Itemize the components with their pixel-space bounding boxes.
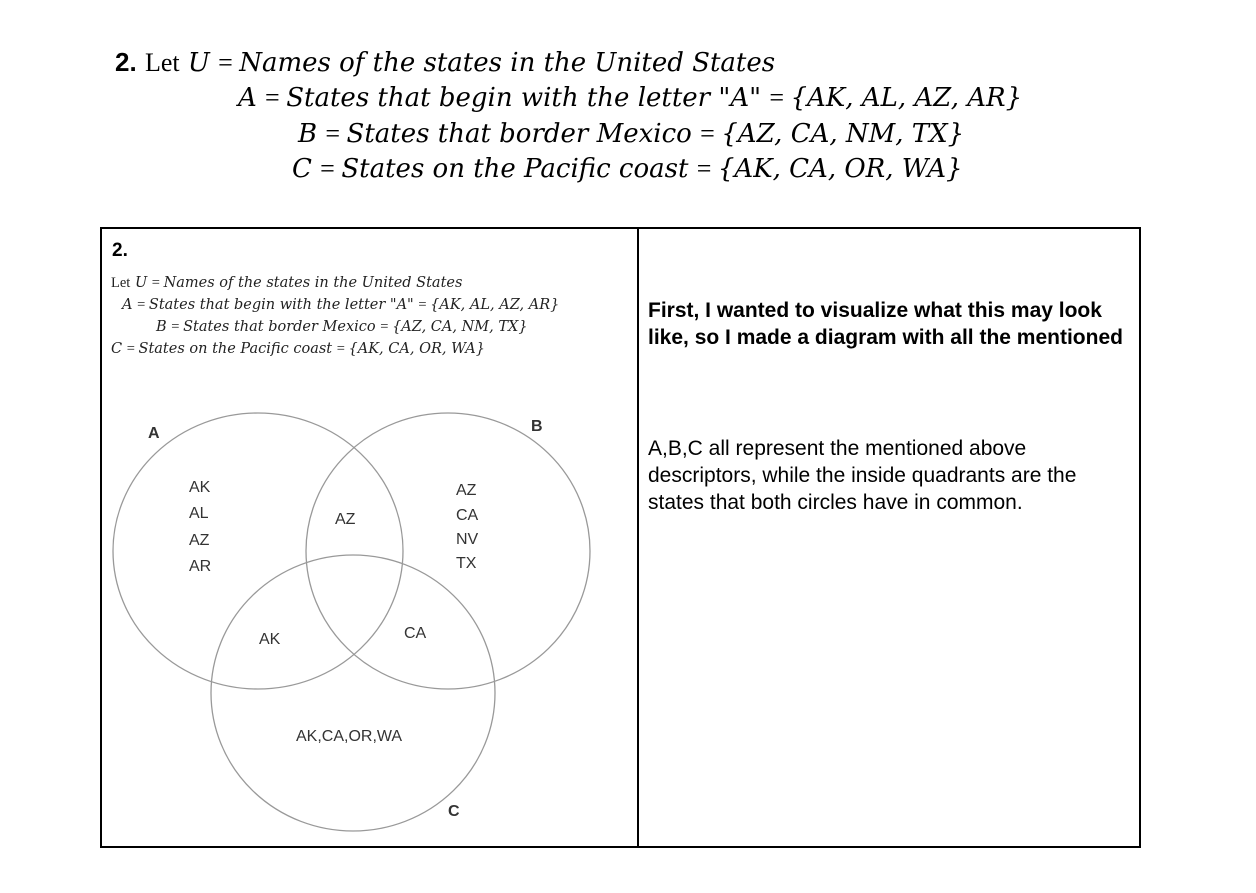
venn-circle-b — [306, 413, 590, 689]
venn-diagram — [102, 229, 637, 848]
a-only-item: AZ — [189, 532, 210, 549]
b-only-item: CA — [456, 507, 479, 524]
set-members-b: {AZ, CA, NM, TX} — [721, 119, 965, 149]
snippet-var-c: C — [111, 341, 123, 357]
bc-intersection-item: CA — [404, 625, 427, 642]
snippet-var-u: U — [134, 275, 148, 291]
snippet-line-a: A = States that begin with the letter "A" = {AK, AL, AZ, AR} — [122, 297, 560, 313]
set-desc-u: Names of the states in the United States — [239, 48, 776, 78]
ab-intersection-item: AZ — [335, 511, 356, 528]
problem-line-a: A = States that begin with the letter "A" = {AK, AL, AZ, AR} — [238, 83, 1023, 113]
set-var-a: A — [238, 83, 257, 113]
ac-intersection-item: AK — [259, 631, 281, 648]
set-var-u: U — [187, 48, 210, 78]
snippet-var-a: A — [122, 297, 133, 313]
b-only-item: NV — [456, 531, 479, 548]
set-members-c: {AK, CA, OR, WA} — [717, 154, 963, 184]
venn-label-c: C — [448, 803, 460, 820]
problem-line-c: C = States on the Pacific coast = {AK, CA, OR, WA} — [292, 154, 963, 184]
snippet-line-c: C = States on the Pacific coast = {AK, CA, OR, WA} — [111, 341, 485, 357]
explanation-cell — [639, 229, 1139, 846]
snippet-desc-b: States that border Mexico — [183, 319, 376, 335]
b-only-item: TX — [456, 555, 477, 572]
snippet-set-b: {AZ, CA, NM, TX} — [392, 319, 528, 335]
work-table — [100, 227, 1141, 848]
c-only-items: AK,CA,OR,WA — [296, 728, 403, 745]
venn-label-b: B — [531, 418, 543, 435]
a-only-item: AK — [189, 479, 211, 496]
snippet-set-a: {AK, AL, AZ, AR} — [430, 297, 560, 313]
problem-line-b: B = States that border Mexico = {AZ, CA, NM, TX} — [298, 119, 965, 149]
a-only-item: AL — [189, 505, 209, 522]
set-var-c: C — [292, 154, 312, 184]
a-only-item: AR — [189, 558, 212, 575]
snippet-var-b: B — [156, 319, 167, 335]
snippet-let: Let — [111, 275, 131, 291]
snippet-line-u: Let U = Names of the states in the United States — [111, 275, 463, 291]
venn-label-a: A — [148, 425, 160, 442]
venn-circle-c — [211, 555, 495, 831]
explanation-text: A,B,C all represent the mentioned above descriptors, while the inside quadrants are the states that both circles have in common. — [648, 437, 1077, 514]
problem-number: 2. — [115, 47, 137, 77]
snippet-desc-c: States on the Pacific coast — [138, 341, 333, 357]
snippet-desc-a: States that begin with the letter "A" — [148, 297, 414, 313]
diagram-cell — [102, 229, 637, 846]
problem-statement — [0, 0, 1256, 200]
let-word: Let — [144, 48, 180, 77]
set-desc-b: States that border Mexico — [346, 119, 692, 149]
problem-line-u: 2. Let U = Names of the states in the United States — [115, 47, 776, 78]
snippet-desc-u: Names of the states in the United States — [163, 275, 463, 291]
set-desc-c: States on the Pacific coast — [341, 154, 689, 184]
set-members-a: {AK, AL, AZ, AR} — [790, 83, 1023, 113]
cell-problem-number: 2. — [112, 240, 128, 261]
set-desc-a: States that begin with the letter "A" — [286, 83, 762, 113]
snippet-set-c: {AK, CA, OR, WA} — [348, 341, 485, 357]
explanation-bold-text: First, I wanted to visualize what this may look like, so I made a diagram with all the mentioned — [648, 299, 1123, 349]
set-var-b: B — [298, 119, 318, 149]
snippet-line-b: B = States that border Mexico = {AZ, CA, NM, TX} — [156, 319, 528, 335]
venn-circle-a — [113, 413, 403, 689]
b-only-item: AZ — [456, 482, 477, 499]
